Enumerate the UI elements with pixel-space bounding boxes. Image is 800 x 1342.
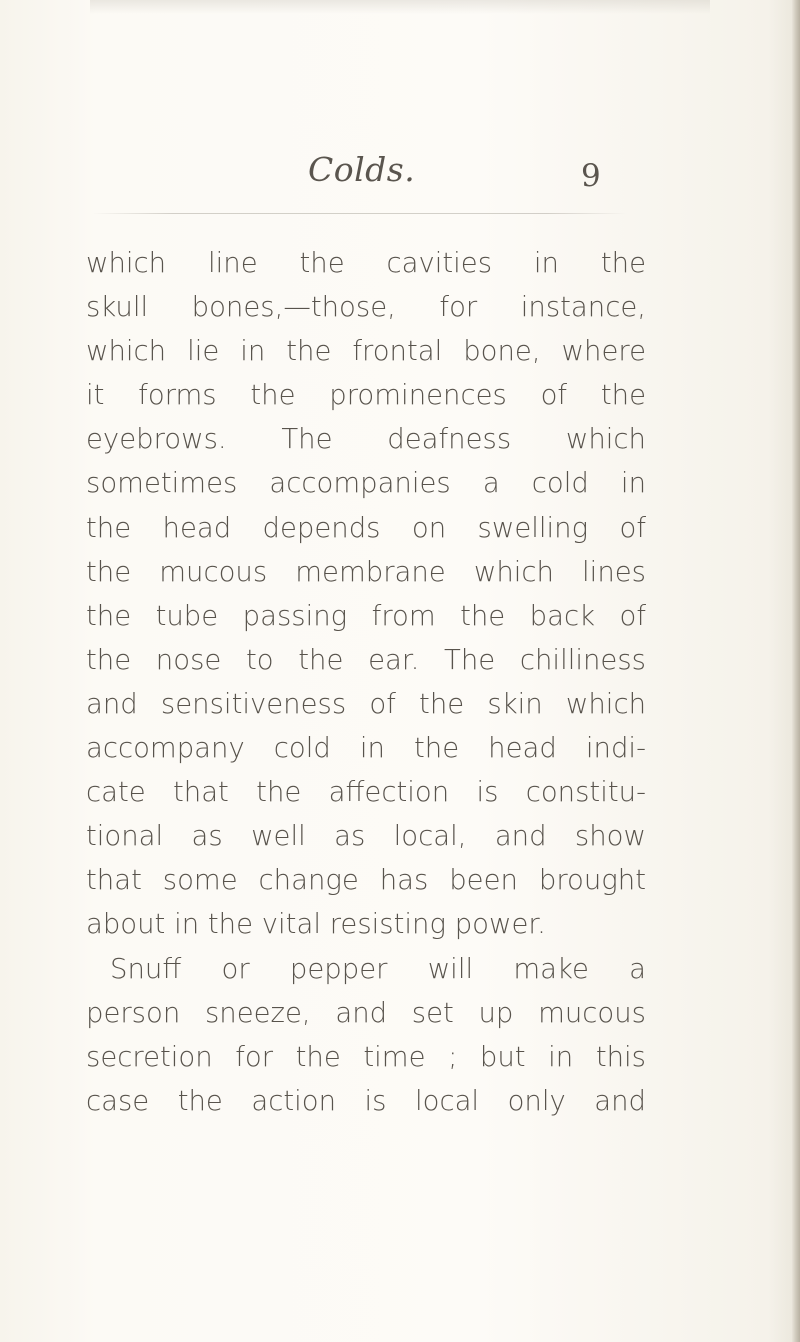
text-line: that some change has been brought bbox=[86, 864, 646, 897]
text-line: accompany cold in the head indi- bbox=[86, 732, 646, 765]
text-line: tional as well as local, and show bbox=[86, 820, 646, 853]
text-line: sometimes accompanies a cold in bbox=[86, 467, 646, 500]
text-line: which lie in the frontal bone, where bbox=[86, 335, 646, 368]
text-line: skull bones,—those, for instance, bbox=[86, 291, 646, 324]
page-top-shadow bbox=[90, 0, 710, 14]
text-line: secretion for the time ; but in this bbox=[86, 1040, 646, 1073]
text-line: and sensitiveness of the skin which bbox=[86, 687, 646, 720]
text-line: the head depends on swelling of bbox=[86, 511, 646, 544]
text-line: it forms the prominences of the bbox=[86, 379, 646, 412]
text-line: the mucous membrane which lines bbox=[86, 555, 646, 588]
page-edge bbox=[792, 0, 800, 1342]
text-line: eyebrows. The deafness which bbox=[86, 423, 646, 456]
running-title: Colds. bbox=[308, 150, 416, 189]
text-line: case the action is local only and bbox=[86, 1084, 646, 1117]
text-line: about in the vital resisting power. bbox=[86, 908, 546, 941]
text-line: the tube passing from the back of bbox=[86, 599, 646, 632]
text-line: Snuff or pepper will make a bbox=[110, 952, 646, 985]
body-text bbox=[86, 241, 646, 1123]
text-line: person sneeze, and set up mucous bbox=[86, 996, 646, 1029]
page-number: 9 bbox=[581, 158, 601, 194]
text-line: the nose to the ear. The chilliness bbox=[86, 643, 646, 676]
header-rule bbox=[92, 213, 627, 214]
text-line: which line the cavities in the bbox=[86, 247, 646, 279]
text-line: cate that the affection is constitu- bbox=[86, 776, 646, 809]
